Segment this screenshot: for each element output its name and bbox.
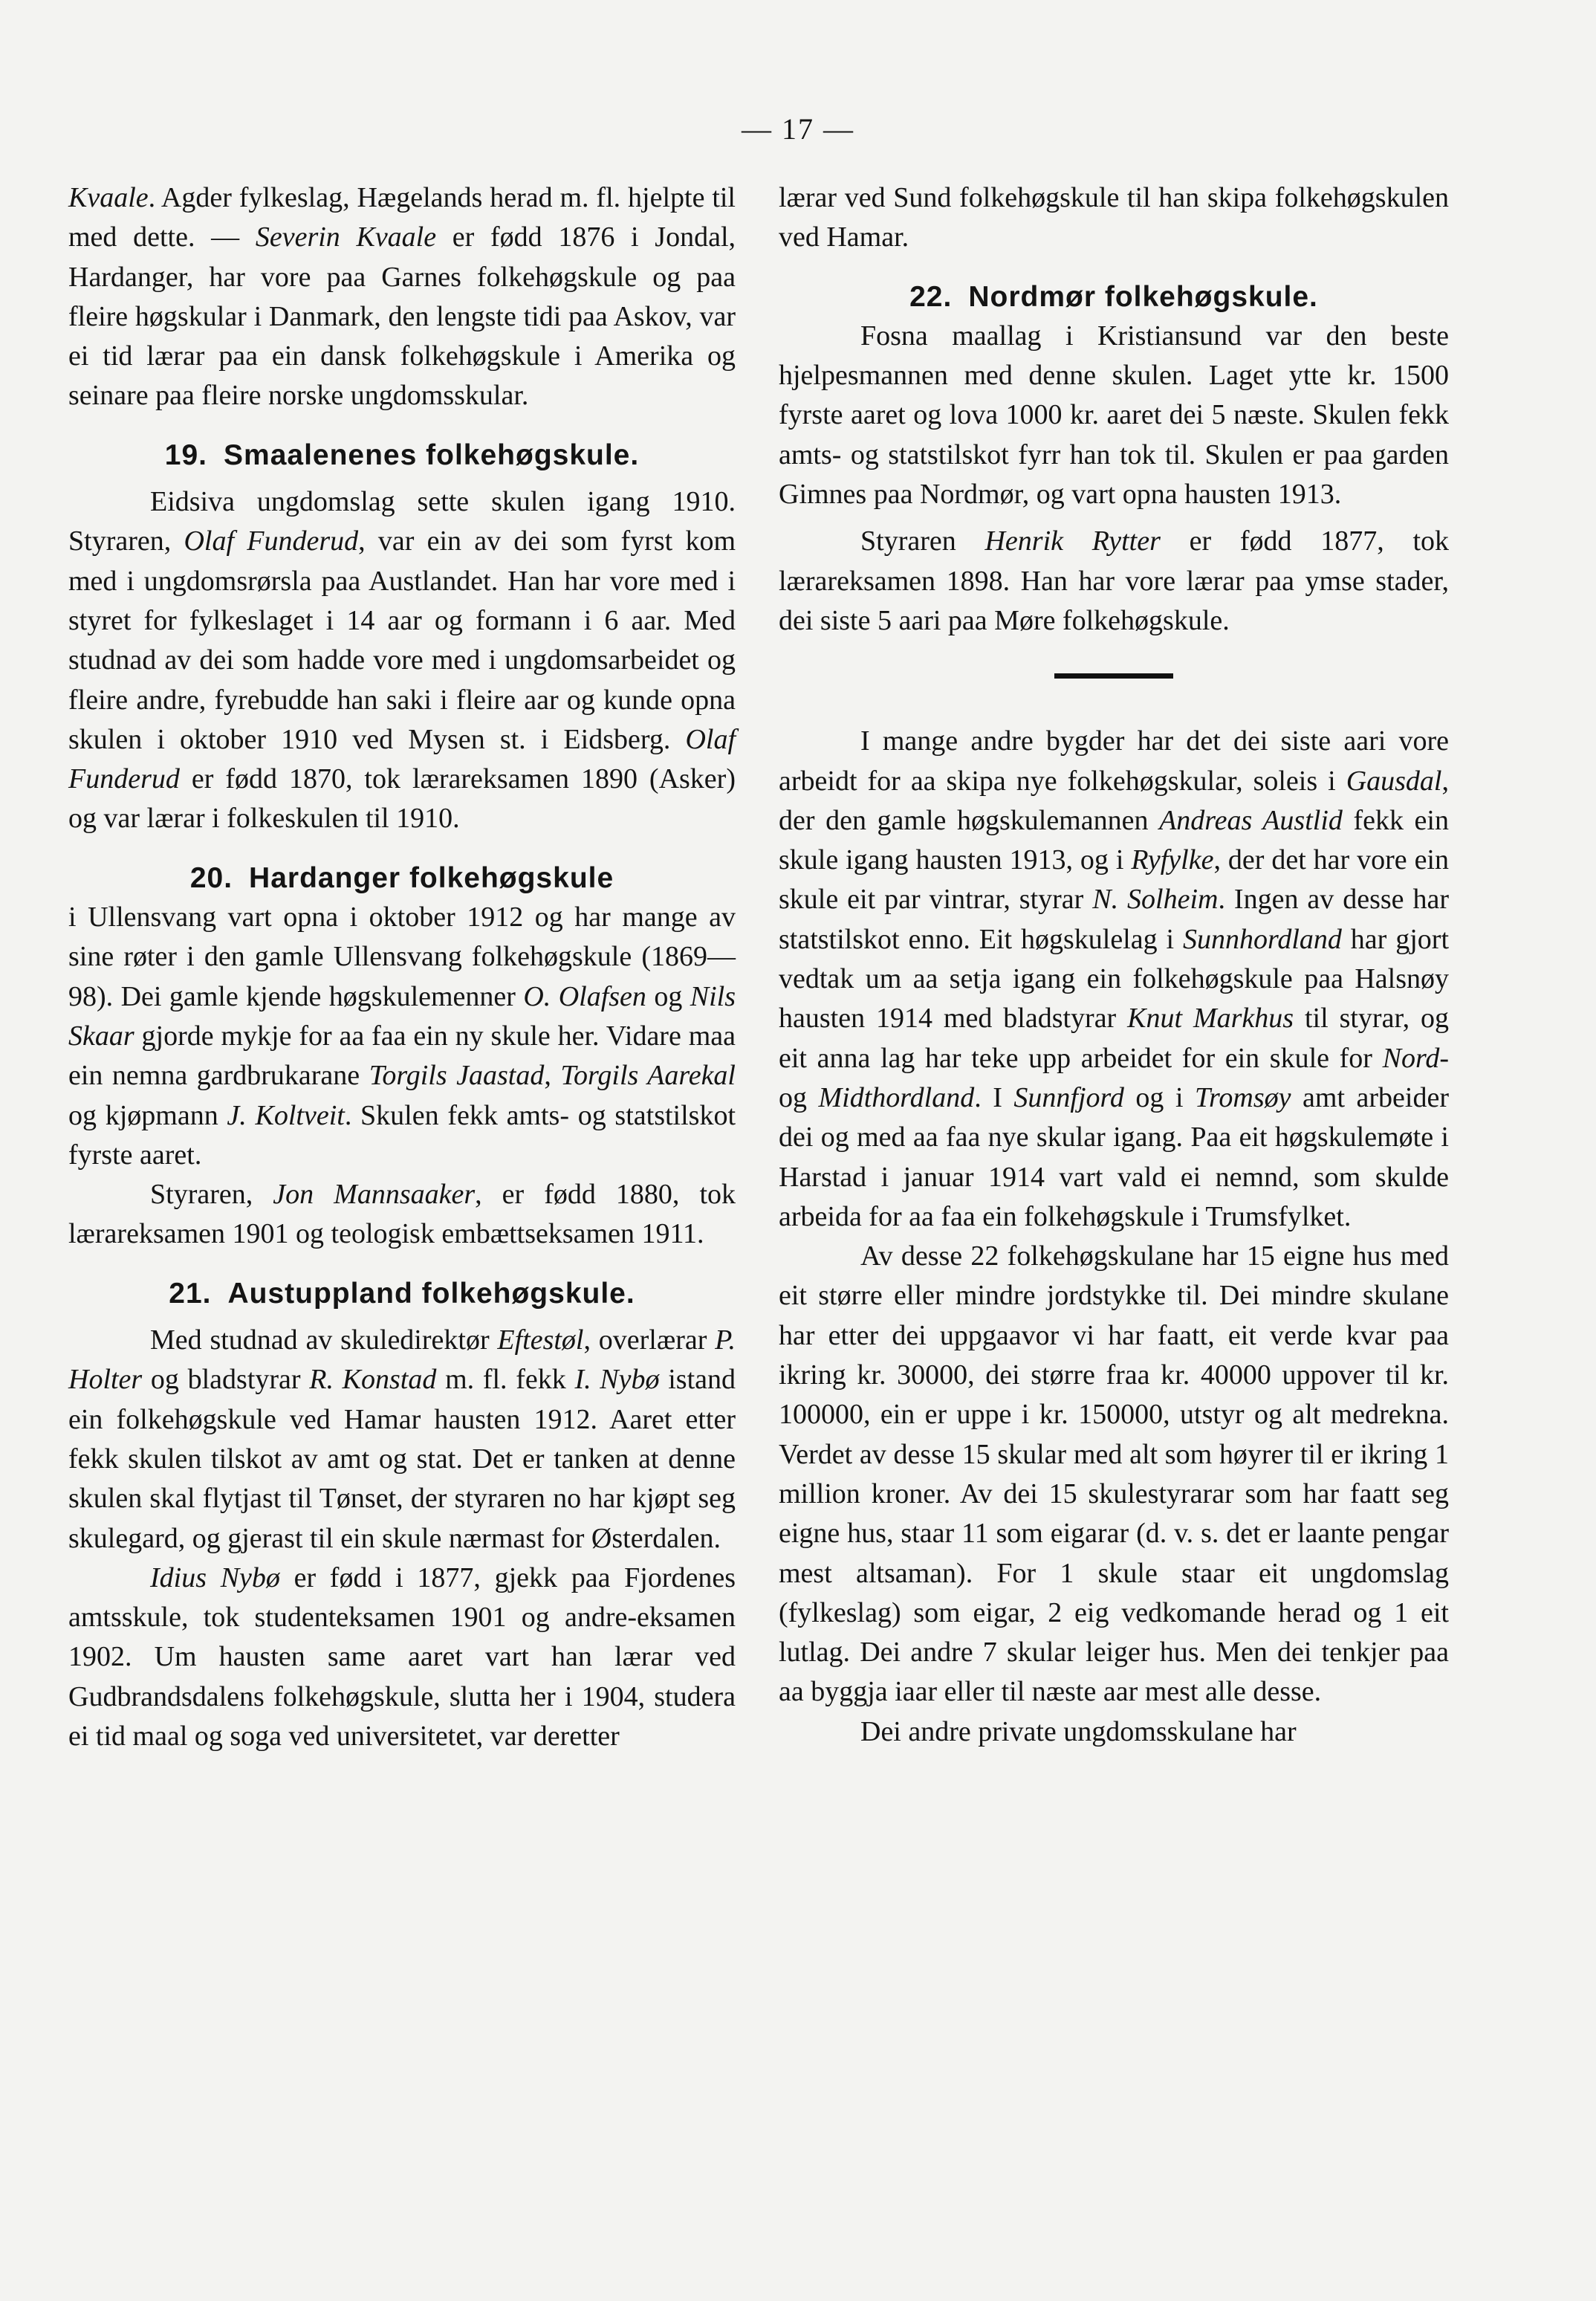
text-run: amt arbeider dei og med aa faa nye skular igang. Paa eit høgskulemøte i Harstad i januar 1914 vart vald ei nemnd, som skulde arbeida for aa faa ein folkehøgskule i Trumsfylket. [779,1081,1450,1232]
italic-name: Severin Kvaale [255,221,437,253]
text-run: i Ullensvang vart opna i oktober 1912 og har mange av sine røter i den gamle Ullensvang folkehøgskule (1869—98). Dei gamle kjende høgskulemenner [68,902,736,1012]
section-title: Hardanger folkehøgskule [249,861,614,894]
section-title: Austuppland folkehøgskule. [227,1277,635,1310]
text-run: , der den gamle høgskulemannen [779,765,1449,836]
text-run: . Ingen av desse har statstilskot enno. Eit høgskulelag i [779,884,1449,955]
text-run: gjorde mykje for aa faa ein ny skule her. Vidare maa ein nemna gardbrukarane [68,1020,736,1092]
italic-name: P. Holter [68,1324,736,1396]
section-20-paragraph-1 [68,898,736,1175]
section-21-paragraph-1 [68,1321,736,1559]
section-title: Smaalenenes folkehøgskule. [224,438,640,471]
italic-name: Sunnhordland [1182,923,1342,955]
italic-name: Eftestøl [497,1324,584,1356]
italic-name: Ryfylke [1131,844,1214,876]
section-heading-20 [68,858,736,898]
italic-name: Kvaale [68,182,149,213]
section-19-paragraph [68,482,736,839]
italic-name: Olaf Funderud [68,723,736,795]
text-run: Styraren [860,525,985,557]
text-run: fekk ein skule igang hausten 1913, og i [779,804,1449,876]
text-run: I mange andre bygder har det dei siste aari vore arbeidt for aa skipa nye folkehøgskular, soleis i [779,725,1449,797]
section-heading-21 [68,1274,736,1313]
section-21-paragraph-2 [68,1559,736,1756]
text-run: m. fl. fekk [436,1364,575,1396]
italic-name: Andreas Austlid [1159,804,1343,836]
section-heading-22 [779,277,1449,317]
text-run: er fødd i 1877, gjekk paa Fjordenes amtsskule, tok studenteksamen 1901 og andre-eksamen 1902. Um hausten same aaret vart han lærar ved Gudbrandsdalens folkehøgskule, slutta her i 1904, studera ei tid maal og soga ved universitetet, var deretter [68,1561,736,1752]
text-run: og [779,1081,819,1113]
italic-name: R. Konstad [309,1364,437,1396]
section-22-paragraph-2 [779,522,1449,641]
text-run: , er fødd 1880, tok lærareksamen 1901 og teologisk embættseksamen 1911. [68,1179,736,1250]
italic-name: Tromsøy [1195,1081,1291,1113]
text-run: istand ein folkehøgskule ved Hamar hausten 1912. Aaret etter fekk skulen tilskot av amt og stat. Det er tanken at denne skulen skal flytjast til Tønset, der styraren no har kjøpt seg skulegard, og gjerast til ein skule nærmast for Østerdalen. [68,1364,736,1554]
text-run: , [544,1060,561,1092]
italic-name: O. Olafsen [523,980,646,1012]
italic-name: Knut Markhus [1127,1003,1294,1035]
left-column [68,178,736,1756]
text-run: har gjort vedtak um aa setja igang ein folkehøgskule paa Halsnøy hausten 1914 med bladstyrar [779,923,1449,1035]
text-run: Av desse 22 folkehøgskulane har 15 eigne hus med eit større eller mindre jordstykke til. Dei mindre skulane har etter dei uppgaavor vi har faatt, eit verde kvar paa ikring kr. 30000, dei større fraa kr. 40000 uppover til kr. 100000, ein er uppe i kr. 150000, utstyr og alt medrekna. Verdet av desse 15 skular med alt som høyrer til er ikring 1 million kroner. Av dei 15 skulestyrarar som har faatt seg eigne hus, staar 11 som eigarar (d. v. s. det er laante pengar mest altsaman). For 1 skule staar eit ungdomslag (fylkeslag) som eigar, 2 eig vedkomande herad og 1 eit lutlag. Dei andre 7 skular leiger hus. Men dei tenkjer paa aa byggja iaar eller til næste aar mest alle desse. [779,1240,1449,1708]
section-heading-19 [68,436,736,475]
text-run: og bladstyrar [142,1364,310,1396]
italic-name: Idius Nybø [150,1561,280,1593]
right-column [779,178,1449,1752]
text-run: Styraren, [150,1179,273,1211]
italic-name: Gausdal [1346,765,1442,797]
italic-name: N. Solheim [1092,884,1219,916]
italic-name: Torgils Jaastad [369,1060,545,1092]
section-number: 19. [164,438,207,471]
italic-name: Midthordland [818,1081,975,1113]
italic-name: Nils Skaar [68,980,736,1052]
text-run: og kjøpmann [68,1099,227,1131]
text-run: er fødd 1876 i Jondal, Hardanger, har vore paa Garnes folkehøgskule og paa fleire høgskular i Danmark, den lengste tidi paa Askov, var ei tid lærar paa ein dansk folkehøgskule i Amerika og seinare paa fleire norske ungdomsskular. [68,221,736,412]
text-run: er fødd 1870, tok lærareksamen 1890 (Asker) og var lærar i folkeskulen til 1910. [68,763,736,835]
text-run: Dei andre private ungdomsskulane har [860,1715,1297,1747]
text-run: og [646,980,690,1012]
italic-name: Nord- [1382,1042,1449,1074]
section-number: 22. [909,280,953,313]
text-run: er fødd 1877, tok lærareksamen 1898. Han har vore lærar paa ymse stader, dei siste 5 aari paa Møre folkehøgskule. [779,525,1450,636]
text-run: . Agder fylkeslag, Hægelands herad m. fl. hjelpte til med dette. — [68,182,736,253]
text-run: og i [1123,1081,1196,1113]
section-title: Nordmør folkehøgskule. [968,280,1318,313]
text-run: Eidsiva ungdomslag sette skulen igang 1910. Styraren, [68,486,736,557]
section-number: 21. [169,1277,212,1310]
italic-name: Olaf Funderud [184,525,359,557]
section-20-paragraph-2 [68,1175,736,1255]
italic-name: Jon Mannsaaker [273,1179,476,1211]
italic-name: J. Koltveit [227,1099,345,1131]
text-run: . I [974,1081,1014,1113]
italic-name: I. Nybø [574,1364,660,1396]
closing-paragraph-3 [779,1712,1449,1752]
text-run: Med studnad av skuledirektør [150,1324,498,1356]
text-run: Fosna maallag i Kristiansund var den beste hjelpesmannen med denne skulen. Laget ytte kr. 1500 fyrste aaret og lova 1000 kr. aaret dei 5 næste. Skulen fekk amts- og statstilskot fyrr han tok til. Skulen er paa garden Gimnes paa Nordmør, og vart opna hausten 1913. [779,320,1449,511]
page-number: — 17 — [742,112,854,146]
text-run: , var ein av dei som fyrst kom med i ungdomsrørsla paa Austlandet. Han har vore med i styret for fylkeslaget i 14 aar og formann i 6 aar. Med studnad av dei som hadde vore med i ungdomsarbeidet og fleire andre, fyrebudde han saki i fleire aar og kunde opna skulen i oktober 1910 ved Mysen st. i Eidsberg. [68,525,736,755]
continuation-paragraph [779,178,1449,258]
italic-name: Henrik Rytter [984,525,1161,557]
section-22-paragraph-1 [779,317,1449,514]
text-run: , der det har vore ein skule eit par vintrar, styrar [779,844,1449,916]
intro-paragraph [68,178,736,416]
closing-paragraph-2 [779,1237,1449,1712]
text-run: . Skulen fekk amts- og statstilskot fyrste aaret. [68,1099,736,1171]
text-run: lærar ved Sund folkehøgskule til han skipa folkehøgskulen ved Hamar. [779,182,1449,253]
closing-paragraph-1 [779,722,1449,1237]
text-run: til styrar, og eit anna lag har teke upp arbeidet for ein skule for [779,1003,1449,1074]
italic-name: Sunnfjord [1013,1081,1124,1113]
italic-name: Torgils Aarekal [560,1060,736,1092]
section-rule [1054,673,1173,679]
section-number: 20. [189,861,233,894]
text-run: , overlærar [583,1324,716,1356]
